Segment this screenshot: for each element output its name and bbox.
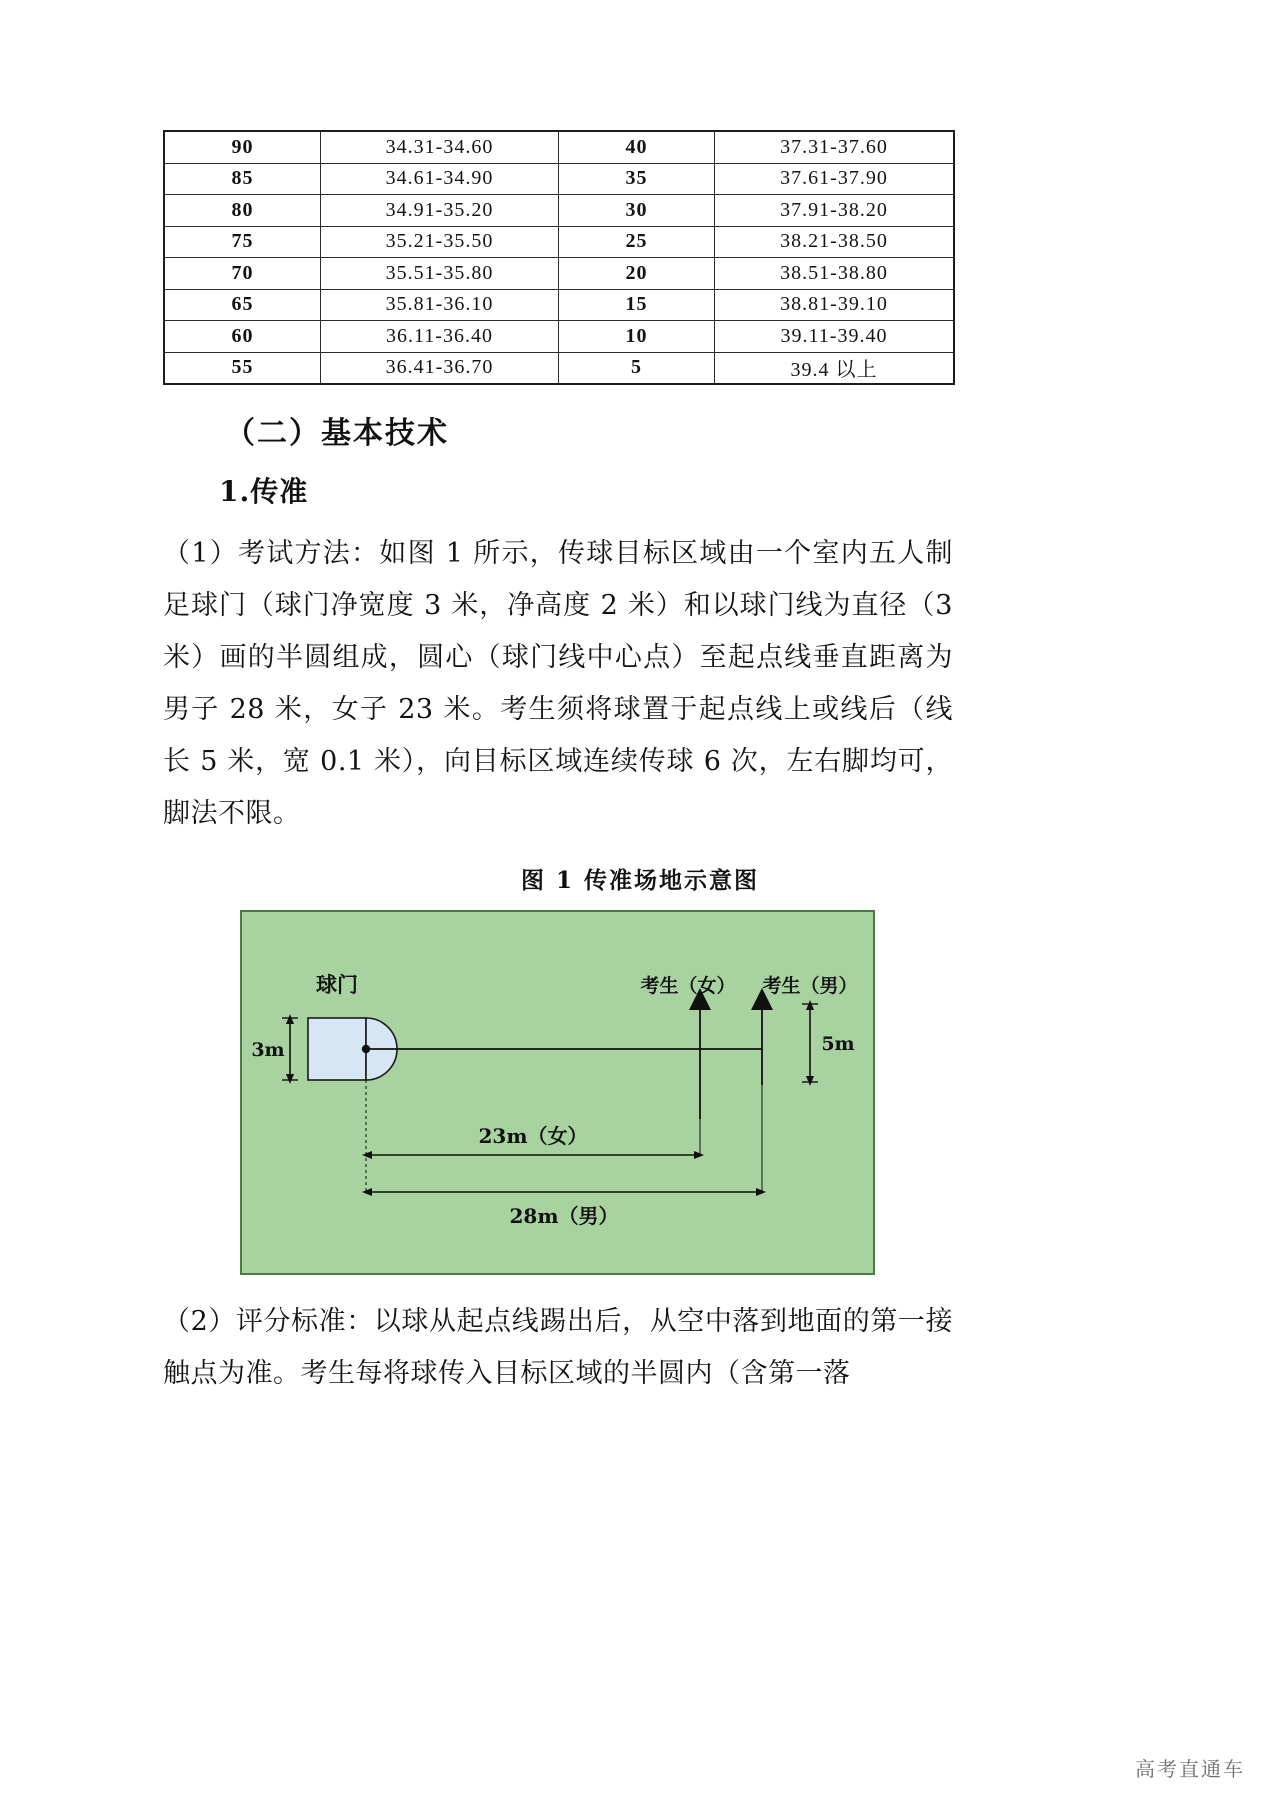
cell-score-left: 60 xyxy=(164,321,321,353)
cell-time-right: 37.91-38.20 xyxy=(715,195,955,227)
table-row xyxy=(164,163,954,195)
cell-score-right: 25 xyxy=(559,226,715,258)
score-table xyxy=(163,130,955,385)
cell-time-left: 35.21-35.50 xyxy=(321,226,559,258)
label-distance-female: 23m（女） xyxy=(478,1124,588,1148)
label-start-line-length: 5m xyxy=(821,1033,855,1055)
label-distance-male: 28m（男） xyxy=(509,1204,619,1228)
field-diagram xyxy=(240,910,875,1275)
table-row xyxy=(164,258,954,290)
cell-time-left: 34.91-35.20 xyxy=(321,195,559,227)
cell-time-right: 39.11-39.40 xyxy=(715,321,955,353)
paragraph-scoring-standard: （2）评分标准：以球从起点线踢出后，从空中落到地面的第一接触点为准。考生每将球传入目标区域的半圆内（含第一落 xyxy=(163,1306,953,1389)
cell-score-right: 10 xyxy=(559,321,715,353)
cell-score-right: 30 xyxy=(559,195,715,227)
cell-time-left: 36.11-36.40 xyxy=(321,321,559,353)
sub-heading: 1.传准 xyxy=(219,475,309,508)
table-row xyxy=(164,226,954,258)
cell-time-left: 34.31-34.60 xyxy=(321,131,559,163)
cell-time-right: 38.21-38.50 xyxy=(715,226,955,258)
cell-score-right: 20 xyxy=(559,258,715,290)
table-row xyxy=(164,131,954,163)
label-goal: 球门 xyxy=(316,972,358,997)
table-row xyxy=(164,321,954,353)
cell-time-left: 36.41-36.70 xyxy=(321,352,559,384)
cell-time-right: 38.51-38.80 xyxy=(715,258,955,290)
cell-time-left: 35.51-35.80 xyxy=(321,258,559,290)
label-candidate-male: 考生（男） xyxy=(762,975,858,997)
cell-score-right: 40 xyxy=(559,131,715,163)
goal-rectangle xyxy=(308,1018,366,1080)
cell-time-right: 37.31-37.60 xyxy=(715,131,955,163)
cell-score-left: 65 xyxy=(164,289,321,321)
cell-score-left: 70 xyxy=(164,258,321,290)
cell-score-left: 85 xyxy=(164,163,321,195)
cell-time-left: 35.81-36.10 xyxy=(321,289,559,321)
cell-score-left: 90 xyxy=(164,131,321,163)
figure-caption: 图 1 传准场地示意图 xyxy=(520,867,760,894)
cell-score-left: 75 xyxy=(164,226,321,258)
label-candidate-female: 考生（女） xyxy=(640,975,736,997)
cell-time-right: 38.81-39.10 xyxy=(715,289,955,321)
cell-time-right: 37.61-37.90 xyxy=(715,163,955,195)
table-row xyxy=(164,195,954,227)
cell-score-right: 15 xyxy=(559,289,715,321)
cell-score-left: 80 xyxy=(164,195,321,227)
cell-score-right: 5 xyxy=(559,352,715,384)
label-goal-width: 3m xyxy=(251,1039,285,1061)
cell-score-right: 35 xyxy=(559,163,715,195)
cell-time-left: 34.61-34.90 xyxy=(321,163,559,195)
table-row xyxy=(164,352,954,384)
cell-time-right: 39.4 以上 xyxy=(715,352,955,384)
section-heading: （二）基本技术 xyxy=(225,416,449,451)
score-table-body xyxy=(164,131,954,384)
paragraph-exam-method: （1）考试方法：如图 1 所示，传球目标区域由一个室内五人制足球门（球门净宽度 3 米，净高度 2 米）和以球门线为直径（3 米）画的半圆组成，圆心（球门线中心点）至起点线垂直距离为男子 28 米，女子 23 米。考生须将球置于起点线上或线后（线长 5 米，宽 0.1 米），向目标区域连续传球 6 次，左右脚均可，脚法不限。 xyxy=(163,538,953,829)
table-row xyxy=(164,289,954,321)
watermark-label: 高考直通车 xyxy=(1135,1757,1245,1781)
cell-score-left: 55 xyxy=(164,352,321,384)
